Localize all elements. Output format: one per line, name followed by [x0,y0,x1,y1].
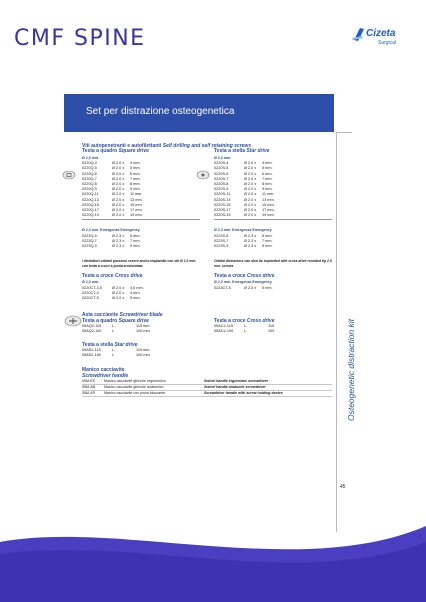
table-cell: 0220Q-4 [82,161,97,166]
table-cell: 0223S-9 [214,244,229,249]
table-cell: Ø 2,0 x [112,197,125,202]
blade-cross-title: Testa a croce Cross drive [214,317,275,324]
blade-star-rows [82,348,200,358]
blade-square-title: Testa a quadro Square drive [82,317,149,324]
table-cell: 100 mm. [136,353,151,358]
table-cell: 0220S-19 [214,213,231,218]
table-cell: Ø 2,0 x [244,192,257,197]
table-cell: 9 mm. [262,187,273,192]
catalog-content [82,144,332,397]
table-cell: L. [112,324,116,329]
table-cell: 0220Q-15 [82,202,99,207]
note-en: Orbital distractors can also be implanted with cross drive rounded tip 2,0 mm. screws [214,259,332,268]
table-cell: Swivel handle ergonomic screwdriver [204,379,269,384]
table-cell: L. [112,353,116,358]
table-cell: 05AQ2-100 [82,329,102,334]
table-cell: Ø 2,0 x [112,192,125,197]
table-cell: Ø 2,0 x [112,285,125,290]
table-cell: 4 mm. [130,161,141,166]
table-cell: Ø 2,0 x [112,187,125,192]
table-cell: Ø 2,0 x [244,187,257,192]
table-cell: Ø 2,0 x [244,166,257,171]
table-cell: 0220Q-8 [82,182,97,187]
table-cell: 0220S-11 [214,192,231,197]
cross-emergency-rows [214,286,332,291]
table-cell: 0220Q-7 [82,176,97,181]
star-emergency-unit: Ø 2,3 mm. Emergenza Emergency [214,228,272,233]
table-row [82,391,332,397]
table-row [214,286,332,291]
table-cell: 13 mm. [130,197,143,202]
handle-title: Manico cacciavite [82,367,125,374]
divider [82,219,200,220]
table-cell: 0220Q-19 [82,213,99,218]
square-drive-title: Testa a quadro Square drive [82,148,149,155]
table-cell: 0220S-5 [214,166,229,171]
table-cell: L. [244,324,248,329]
table-cell: 0220CT-4 [82,290,99,295]
table-cell: Screwdriver handle with screw holding device [204,391,283,396]
table-cell: 4 mm. [262,161,273,166]
table-cell: 05AS2-115 [82,347,101,352]
table-cell: L. [112,347,116,352]
table-row [82,244,200,249]
side-label-text: Osteogenetic distraction kit [346,318,356,422]
table-cell: 5 mm. [130,296,141,301]
table-cell: Ø 2,0 x [244,197,257,202]
table-cell: Manico cacciavite girevole ergonomico [104,379,166,384]
blade-star-title: Testa a stella Star drive [82,341,138,348]
section-banner [64,94,334,132]
table-cell: Ø 2,0 x [244,182,257,187]
table-cell: L. [112,329,116,334]
note-it: I distrattori orbitali possono essere anche impiantati con viti Ø 2,0 mm. con testa a croce a punta arrotondata [82,259,197,268]
footer-wave [0,520,426,602]
table-cell: Ø 2,0 x [112,296,125,301]
table-cell: 05AC2-115 [214,324,233,329]
table-cell: Swivel handle anatomic screwdriver [204,385,266,390]
table-cell: 5 mm. [262,233,273,238]
square-drive-column [82,149,200,249]
screws-title-en: Self drilling and self retaining screws [162,143,252,149]
table-cell: 100 mm. [136,329,151,334]
table-cell: 9 mm. [262,244,273,249]
table-cell: 0220S-15 [214,202,231,207]
table-cell: 4 mm. [130,290,141,295]
table-cell: Ø 2,0 x [112,202,125,207]
company-logo [352,24,402,50]
table-cell: 05AC2-100 [214,329,234,334]
star-drive-column [214,149,332,249]
table-cell: 11 mm. [262,192,275,197]
table-cell: Ø 2,0 x [244,202,257,207]
star-emergency-rows [214,234,332,250]
table-cell: 0220Q-13 [82,197,99,202]
table-cell: 17 mm. [262,208,275,213]
table-row [214,213,332,218]
table-cell: 100 [268,329,275,334]
table-cell: 0223Q-5 [82,233,97,238]
table-cell: 8 mm. [262,182,273,187]
cross-drive-left [82,274,200,301]
table-cell: Ø 2,0 x [244,161,257,166]
table-cell: Ø 2,0 x [112,290,125,295]
table-cell: Ø 2,3 x [244,233,257,238]
blade-cross [214,319,332,335]
table-cell: Ø 2,0 x [112,171,125,176]
table-cell: 05M-AP [82,391,95,396]
table-cell: 05AS2-100 [82,353,101,358]
table-cell: Ø 2,0 x [112,176,125,181]
handle-title-en: Screwdriver handle [82,372,129,379]
table-cell: 5 mm. [262,166,273,171]
table-cell: 15 mm. [262,202,275,207]
star-unit: Ø 2,0 mm. [214,155,232,160]
table-cell: 17 mm. [130,208,143,213]
brand-title: CMF SPINE [14,26,146,51]
table-cell: 0220Q-6 [82,171,97,176]
blade-square [82,319,200,335]
table-cell: 0220S-13 [214,197,231,202]
table-cell: 3,5 mm. [130,285,144,290]
cross-drive-emergency-title: Testa a croce Cross drive [214,272,275,279]
table-cell: 0220Q-9 [82,187,97,192]
table-cell: 0220Q-5 [82,166,97,171]
square-emergency-rows [82,234,200,250]
table-cell: Ø 2,3 x [112,244,125,249]
table-cell: 11 mm. [130,192,143,197]
table-cell: 0220S-8 [214,182,229,187]
table-cell: Ø 2,0 x [112,182,125,187]
side-label [343,300,356,440]
table-cell: 0223Q-9 [82,244,97,249]
table-cell: 0220Q-17 [82,208,99,213]
logo-subtitle: Surgical [378,40,397,46]
cross-drive-right [214,274,332,301]
table-cell: Ø 2,0 x [244,208,257,213]
table-cell: 115 mm. [136,347,151,352]
table-cell: 0220S-9 [214,187,229,192]
table-cell: 7 mm. [262,176,273,181]
table-cell: 9 mm. [130,187,141,192]
table-cell: 0223CT-5 [214,285,231,290]
table-cell: Ø 2,3 x [112,233,125,238]
table-cell: Manico cacciavite con pinza bloccante [104,391,166,396]
square-rows [82,161,200,218]
table-cell: 0220S-17 [214,208,231,213]
table-cell: Ø 2,0 x [244,176,257,181]
table-cell: Ø 2,0 x [112,213,125,218]
table-cell: 19 mm. [262,213,275,218]
table-cell: Ø 2,0 x [112,208,125,213]
table-cell: 5 mm. [262,285,273,290]
cross-unit: Ø 2,0 mm. [82,280,100,285]
square-unit: Ø 2,0 mm. [82,155,100,160]
table-cell: 5 mm. [130,233,141,238]
table-cell: 0223S-7 [214,239,229,244]
table-row [214,329,332,334]
table-cell: 0220S-6 [214,171,229,176]
blade-cross-rows [214,324,332,334]
table-cell: Manico cacciavite girevole anatomico [104,385,164,390]
table-cell: 15 mm. [130,202,143,207]
handle-rows [82,379,332,397]
table-row [82,213,200,218]
table-cell: Ø 2,0 x [244,171,257,176]
side-divider-top [336,132,352,133]
square-drive-icon [62,170,76,180]
table-cell: 05M-AB [82,385,95,390]
table-cell: 6 mm. [262,171,273,176]
table-cell: 0220CT-5 [82,296,99,301]
blade-square-rows [82,324,200,334]
table-cell: Ø 2,3 x [244,239,257,244]
divider [214,219,332,220]
table-cell: 115 mm. [136,324,151,329]
table-cell: Ø 2,0 x [244,213,257,218]
table-cell: 05AQ2-115 [82,324,102,329]
table-cell: 5 mm. [130,166,141,171]
table-cell: 0220Q-11 [82,192,99,197]
logo-wordmark: Cizeta [366,28,396,39]
table-cell: 13 mm. [262,197,275,202]
cross-drive-title: Testa a croce Cross drive [82,272,143,279]
table-row [82,296,200,301]
table-row [214,244,332,249]
blade-title: Asta cacciavite Screwdriver blade [82,312,163,319]
page-number: 45 [340,484,346,490]
table-cell: 6 mm. [130,171,141,176]
cross-drive-icon [64,315,82,327]
logo-mark-icon [352,26,366,42]
table-cell: 7 mm. [130,176,141,181]
screws-title-it: Viti autopenetranti e autofilettanti [82,143,162,149]
square-emergency-unit: Ø 2,3 mm. Emergenza Emergency [82,228,140,233]
table-cell: Ø 2,3 x [244,244,257,249]
table-cell: 05M-EE [82,379,95,384]
star-drive-title: Testa a stella Star drive [214,148,270,155]
table-cell: 8 mm. [130,182,141,187]
table-cell: 0220S-7 [214,176,229,181]
star-rows [214,161,332,218]
table-cell: Ø 2,0 x [112,166,125,171]
table-cell: Ø 2,3 x [112,239,125,244]
table-cell: 0223Q-7 [82,239,97,244]
table-cell: 0223S-5 [214,233,229,238]
table-cell: 7 mm. [130,239,141,244]
banner-title: Set per distrazione osteogenetica [86,106,235,117]
table-cell: 9 mm. [130,244,141,249]
cross-emergency-unit: Ø 2,3 mm. Emergenza Emergency [214,280,272,285]
table-cell: Ø 2,3 x [244,285,257,290]
cross-rows [82,286,200,302]
table-cell: 0220CT-3,5 [82,285,102,290]
table-cell: L. [244,329,248,334]
table-cell: 115 [268,324,275,329]
table-cell: Ø 2,0 x [112,161,125,166]
table-cell: 19 mm. [130,213,143,218]
table-cell: 0220S-4 [214,161,229,166]
side-divider [336,132,337,532]
table-row [82,329,200,334]
table-cell: 7 mm. [262,239,273,244]
